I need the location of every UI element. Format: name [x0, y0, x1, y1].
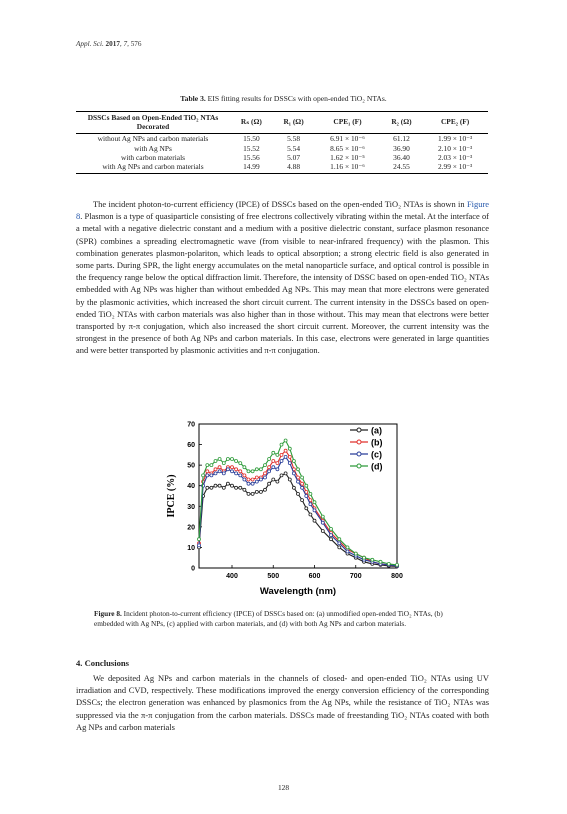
- data-point: [210, 474, 213, 477]
- data-point: [309, 492, 312, 495]
- data-point: [202, 474, 205, 477]
- series-line-1: [199, 473, 397, 566]
- data-point: [243, 488, 246, 491]
- y-tick-label: 70: [187, 421, 195, 429]
- table-cell: 8.65 × 10⁻⁶: [330, 143, 365, 153]
- data-point: [387, 562, 390, 565]
- table-cell: 61.12: [393, 134, 410, 144]
- table-caption-label: Table 3.: [180, 94, 206, 103]
- table-cell: 2.03 × 10⁻³: [437, 152, 473, 162]
- data-point: [346, 546, 349, 549]
- series-line-3: [199, 457, 397, 566]
- data-point: [301, 499, 304, 502]
- data-point: [276, 468, 279, 471]
- y-tick-label: 30: [187, 503, 195, 511]
- data-point: [268, 482, 271, 485]
- table-cell: without Ag NPs and carbon materials: [97, 134, 209, 144]
- data-point: [255, 490, 258, 493]
- data-point: [226, 482, 229, 485]
- data-point: [330, 527, 333, 530]
- figure-reference-link[interactable]: Figure 8: [76, 199, 489, 222]
- data-point: [363, 556, 366, 559]
- data-point: [305, 495, 308, 498]
- data-point: [222, 486, 225, 489]
- table-header-cell: R₁ (Ω): [273, 112, 315, 134]
- data-point: [338, 538, 341, 541]
- table-cell: 1.16 × 10⁻⁶: [314, 162, 380, 173]
- data-point: [288, 447, 291, 450]
- data-point: [272, 451, 275, 454]
- data-point: [218, 458, 221, 461]
- data-point: [379, 560, 382, 563]
- data-point: [206, 464, 209, 467]
- table-caption-text: EIS fitting results for DSSCs with open-ended TiO₂ NTAs.: [207, 94, 387, 103]
- table-header-cell: Rₛ (Ω): [230, 112, 273, 134]
- paragraph-text: . Plasmon is a type of quasiparticle consisting of free electrons collectively vibrating within the metal. At the interface of a metal with a negative dielectric constant and a medium with a positive dielectric constant, surface plasmon resonance (SPR) combines a spreading electromagnetic wave (from visible to near-infrared frequency) with the plasmon. This combination generates plasmon-polariton, which leads to optical absorption; a strong electric field is also generated in some parts. During SPR, the light energy accumulates on the metal nanoparticle surface, and optical control is possible in the frequency range below the optical diffraction limit. Therefore, the intensity of DSSC based on open-ended TiO₂ NTAs embedded with Ag NPs was higher than without embedded Ag NPs. This may mean that more electrons were generated by the plasmonic activities, which increased the short circuit current. The current intensity in the DSSCs based on open-ended TiO₂ NTAs with carbon materials was also higher than in those without. This may mean that electrons were better transported by π-π conjugation, which also increased the short circuit current. Moreover, the current intensity was the strongest in the presence of both Ag NPs and carbon materials. In this case, electrons were generated in large quantities and were better transported by plasmonic activities and π-π conjugation.: [76, 211, 489, 356]
- data-point: [264, 464, 267, 467]
- data-point: [276, 453, 279, 456]
- data-point: [247, 470, 250, 473]
- data-point: [313, 501, 316, 504]
- ipce-chart: [150, 414, 420, 604]
- table-cell: 24.55: [381, 162, 423, 173]
- data-point: [231, 470, 234, 473]
- table-cell: 5.58: [287, 134, 301, 144]
- data-point: [313, 509, 316, 512]
- table-cell: 4.88: [273, 162, 315, 173]
- data-point: [305, 484, 308, 487]
- data-point: [218, 470, 221, 473]
- table-cell: with Ag NPs: [134, 143, 172, 153]
- data-point: [309, 503, 312, 506]
- table-header-row: [76, 112, 488, 134]
- data-point: [288, 478, 291, 481]
- data-point: [280, 474, 283, 477]
- data-point: [247, 482, 250, 485]
- data-point: [284, 439, 287, 442]
- data-point: [231, 484, 234, 487]
- journal-volume: 7: [123, 40, 128, 48]
- y-axis-label: IPCE (%): [166, 474, 177, 518]
- running-header: Appl. Sci. 2017, 7, 576: [76, 40, 142, 48]
- table-header-cell: DSSCs Based on Open-Ended TiO₂ NTAs Decorated: [76, 112, 230, 134]
- data-point: [264, 476, 267, 479]
- data-point: [235, 468, 238, 471]
- data-point: [272, 466, 275, 469]
- data-point: [210, 486, 213, 489]
- data-point: [354, 552, 357, 555]
- data-point: [210, 464, 213, 467]
- data-point: [321, 515, 324, 518]
- data-point: [206, 486, 209, 489]
- x-tick-label: 600: [308, 573, 321, 580]
- y-tick-label: 10: [187, 544, 195, 552]
- data-point: [297, 468, 300, 471]
- y-tick-label: 20: [187, 524, 195, 532]
- data-point: [222, 472, 225, 475]
- data-point: [301, 476, 304, 479]
- legend-swatch-marker: [357, 440, 361, 444]
- data-point: [259, 490, 262, 493]
- data-point: [198, 544, 201, 547]
- data-point: [280, 460, 283, 463]
- data-point: [264, 488, 267, 491]
- data-point: [239, 470, 242, 473]
- data-point: [371, 558, 374, 561]
- table-row: [76, 144, 488, 153]
- table-cell: with carbon materials: [120, 152, 186, 162]
- data-point: [292, 460, 295, 463]
- data-point: [214, 484, 217, 487]
- table-cell: 1.62 × 10⁻⁵: [330, 152, 365, 162]
- plot-frame: [199, 424, 397, 568]
- data-point: [297, 480, 300, 483]
- data-point: [206, 470, 209, 473]
- data-point: [284, 455, 287, 458]
- table-header-cell: R₂ (Ω): [381, 112, 423, 134]
- data-point: [301, 486, 304, 489]
- data-point: [268, 466, 271, 469]
- data-point: [226, 468, 229, 471]
- data-point: [251, 470, 254, 473]
- data-point: [321, 530, 324, 533]
- data-point: [239, 474, 242, 477]
- data-point: [305, 507, 308, 510]
- x-tick-label: 800: [391, 573, 403, 580]
- data-point: [222, 462, 225, 465]
- table-cell: 1.99 × 10⁻³: [437, 134, 473, 144]
- data-point: [251, 492, 254, 495]
- data-point: [297, 492, 300, 495]
- data-point: [259, 468, 262, 471]
- data-point: [338, 542, 341, 545]
- table-header-cell: CPE₂ (F): [422, 112, 488, 134]
- table-row: [76, 134, 488, 144]
- legend-label: (c): [371, 449, 382, 460]
- table-cell: 36.90: [393, 143, 410, 153]
- figure-caption: [94, 609, 474, 629]
- data-point: [255, 476, 258, 479]
- data-point: [259, 478, 262, 481]
- figure-caption-text: Incident photon-to-current efficiency (IPCE) of DSSCs based on: (a) unmodified open-ended TiO₂ NTAs, (b) embedded with Ag NPs, (c) applied with carbon materials, and (d) with both Ag NPs and carbon materials.: [94, 609, 443, 629]
- table-cell: 2.99 × 10⁻³: [422, 162, 488, 173]
- data-point: [313, 519, 316, 522]
- table-cell: 15.56: [243, 152, 260, 162]
- table-cell: 14.99: [230, 162, 273, 173]
- table-cell: 15.52: [243, 143, 260, 153]
- data-point: [292, 486, 295, 489]
- data-point: [251, 482, 254, 485]
- data-point: [288, 462, 291, 465]
- data-point: [264, 472, 267, 475]
- data-point: [284, 449, 287, 452]
- body-paragraph: We deposited Ag NPs and carbon materials in the channels of closed- and open-ended TiO₂ NTAs using UV irradiation and CVD, respectively. These modifications improved the energy conversion efficiency of the corresponding DSSCs; the electron generation was enhanced by plasmonics from the Ag NPs, while the resistance of TiO₂ NTAs was suppressed via the π-π conjugation from the carbon materials. DSSCs made of freestanding TiO₂ NTAs coated with both Ag NPs and carbon materials: [76, 673, 489, 732]
- data-point: [276, 480, 279, 483]
- legend-label: (a): [371, 425, 382, 436]
- table-cell: 5.07: [287, 152, 301, 162]
- data-point: [268, 470, 271, 473]
- data-point: [214, 460, 217, 463]
- legend-label: (d): [371, 461, 383, 472]
- table-cell: with Ag NPs and carbon materials: [76, 162, 230, 173]
- data-point: [280, 443, 283, 446]
- data-point: [396, 563, 399, 566]
- table-caption: [0, 94, 567, 103]
- data-point: [330, 538, 333, 541]
- journal-name: Appl. Sci.: [76, 40, 104, 48]
- legend-swatch-marker: [357, 464, 361, 468]
- y-tick-label: 0: [191, 565, 195, 573]
- legend-swatch-marker: [357, 452, 361, 456]
- data-point: [288, 455, 291, 458]
- data-point: [231, 458, 234, 461]
- data-point: [292, 472, 295, 475]
- y-tick-label: 60: [187, 442, 195, 450]
- body-paragraph: [76, 198, 489, 357]
- data-point: [255, 480, 258, 483]
- table-header-cell: CPE₁ (F): [314, 112, 380, 134]
- data-point: [235, 472, 238, 475]
- journal-year: 2017: [105, 40, 120, 48]
- data-point: [251, 478, 254, 481]
- data-point: [338, 546, 341, 549]
- y-tick-label: 40: [187, 483, 195, 491]
- data-point: [231, 466, 234, 469]
- data-point: [309, 513, 312, 516]
- data-point: [255, 468, 258, 471]
- data-point: [321, 521, 324, 524]
- data-point: [268, 458, 271, 461]
- table-cell: 5.54: [287, 143, 301, 153]
- data-point: [280, 453, 283, 456]
- data-point: [284, 472, 287, 475]
- section-heading: 4. Conclusions: [76, 658, 130, 668]
- data-point: [243, 474, 246, 477]
- x-tick-label: 500: [267, 573, 280, 580]
- data-point: [235, 486, 238, 489]
- data-point: [301, 482, 304, 485]
- table-cell: 6.91 × 10⁻⁶: [330, 134, 365, 144]
- legend-swatch-marker: [357, 428, 361, 432]
- x-axis-label: Wavelength (nm): [259, 586, 337, 597]
- data-point: [218, 484, 221, 487]
- data-point: [276, 462, 279, 465]
- data-point: [243, 478, 246, 481]
- data-point: [243, 466, 246, 469]
- data-point: [272, 478, 275, 481]
- data-point: [214, 472, 217, 475]
- table-cell: 2.10 × 10⁻³: [437, 143, 473, 153]
- data-point: [206, 474, 209, 477]
- data-point: [218, 466, 221, 469]
- data-point: [239, 486, 242, 489]
- data-point: [346, 550, 349, 553]
- data-point: [235, 460, 238, 463]
- table-row: [76, 153, 488, 162]
- data-point: [198, 538, 201, 541]
- x-tick-label: 400: [226, 573, 238, 580]
- y-tick-label: 50: [187, 462, 195, 470]
- data-point: [247, 478, 250, 481]
- article-number: 576: [130, 40, 142, 48]
- paragraph-text: The incident photon-to-current efficiency (IPCE) of DSSCs based on the open-ended TiO₂ NTAs is shown in: [93, 199, 467, 209]
- page-number: 128: [277, 783, 290, 792]
- data-point: [272, 460, 275, 463]
- data-point: [247, 492, 250, 495]
- x-tick-label: 700: [349, 573, 362, 580]
- table-cell: 36.40: [393, 152, 410, 162]
- table-row: [76, 162, 488, 173]
- data-point: [214, 468, 217, 471]
- data-point: [239, 462, 242, 465]
- table-cell: 15.50: [243, 134, 260, 144]
- eis-results-table: [76, 111, 488, 174]
- data-point: [330, 534, 333, 537]
- figure-caption-label: Figure 8.: [94, 609, 122, 618]
- legend-label: (b): [371, 437, 383, 448]
- data-point: [226, 458, 229, 461]
